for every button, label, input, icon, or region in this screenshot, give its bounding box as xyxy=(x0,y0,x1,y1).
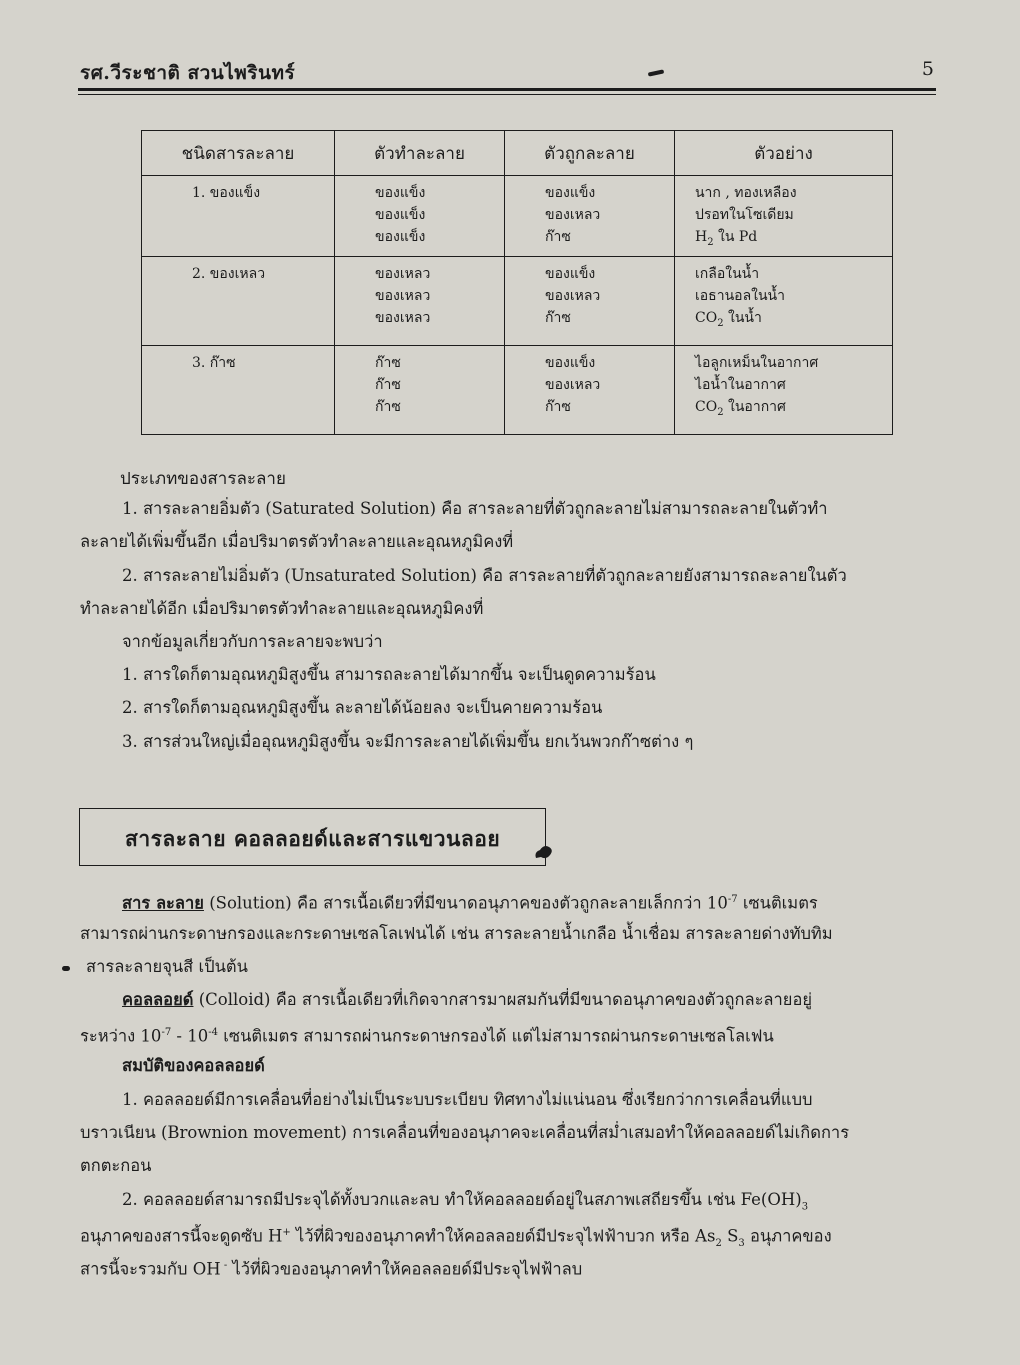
paragraph-line: อนุภาคของสารนี้จะดูดซับ H+ ไว้ที่ผิวของอนุภาคทำให้คอลลอยด์มีประจุไฟฟ้าบวก หรือ $As_2$ $S_3$ อนุภาคของ xyxy=(80,1226,832,1249)
table-cell-solvent: ของเหลว ของเหลว ของเหลว xyxy=(335,257,505,346)
bullet-mark xyxy=(62,966,70,971)
paragraph-line: 2. สารละลายไม่อิ่มตัว (Unsaturated Solution) คือ สารละลายที่ตัวถูกละลายยังสามารถละลายในตัว xyxy=(122,566,847,585)
table-cell-example: นาก , ทองเหลือง ปรอทในโซเดียม $H_2$ ใน Pd xyxy=(674,176,892,257)
page-number: 5 xyxy=(921,58,934,80)
solution-types-table xyxy=(141,130,893,435)
paragraph-line: ระหว่าง $10^{-7} - 10^{-4}$ เซนติเมตร สามารถผ่านกระดาษกรองได้ แต่ไม่สามารถผ่านกระดาษเซลโลเฟน xyxy=(80,1026,774,1046)
table-header-cell: ตัวอย่าง xyxy=(674,131,892,176)
paragraph-line: 1. สารละลายอิ่มตัว (Saturated Solution) คือ สารละลายที่ตัวถูกละลายไม่สามารถละลายในตัวทำ xyxy=(122,499,828,518)
table-header-cell: ตัวถูกละลาย xyxy=(505,131,675,176)
header-rule-thin xyxy=(78,94,936,95)
table-row xyxy=(142,176,893,257)
page-header xyxy=(80,58,936,86)
table-row xyxy=(142,346,893,435)
paragraph-line: สารนี้จะรวมกับ OH - ไว้ที่ผิวของอนุภาคทำให้คอลลอยด์มีประจุไฟฟ้าลบ xyxy=(80,1259,583,1279)
term-solution: สาร ละลาย xyxy=(122,893,204,913)
section-banner xyxy=(79,808,546,866)
paragraph-line: จากข้อมูลเกี่ยวกับการละลายจะพบว่า xyxy=(122,632,383,651)
table-row xyxy=(142,257,893,346)
table-cell-solvent: ก๊าซ ก๊าซ ก๊าซ xyxy=(335,346,505,435)
table-cell-type: 3. ก๊าซ xyxy=(142,346,335,435)
table-cell-example: เกลือในน้ำ เอธานอลในน้ำ $CO_2$ ในน้ำ xyxy=(674,257,892,346)
paragraph-line: 2. คอลลอยด์สามารถมีประจุได้ทั้งบวกและลบ ทำให้คอลลอยด์อยู่ในสภาพเสถียรขึ้น เช่น $Fe(OH)_3$ xyxy=(122,1190,809,1213)
paragraph-line: 1. คอลลอยด์มีการเคลื่อนที่อย่างไม่เป็นระบบระเบียบ ทิศทางไม่แน่นอน ซึ่งเรียกว่าการเคลื่อนที่แบบ xyxy=(122,1090,813,1109)
list-item: 2. สารใดก็ตามอุณหภูมิสูงขึ้น ละลายได้น้อยลง จะเป็นคายความร้อน xyxy=(122,698,603,717)
table-cell-type: 1. ของแข็ง xyxy=(142,176,335,257)
table-cell-example: ไอลูกเหม็นในอากาศ ไอน้ำในอากาศ $CO_2$ ในอากาศ xyxy=(674,346,892,435)
table-cell-solute: ของแข็ง ของเหลว ก๊าซ xyxy=(505,346,675,435)
table-header-cell: ตัวทำละลาย xyxy=(335,131,505,176)
section-banner-title: สารละลาย คอลลอยด์และสารแขวนลอย xyxy=(125,826,501,851)
header-rule-thick xyxy=(78,88,936,91)
table-header-cell: ชนิดสารละลาย xyxy=(142,131,335,176)
paragraph-line: สามารถผ่านกระดาษกรองและกระดาษเซลโลเฟนได้ เช่น สารละลายน้ำเกลือ น้ำเชื่อม สารละลายด่างทับทิม xyxy=(80,924,833,943)
section-heading-types: ประเภทของสารละลาย xyxy=(120,469,286,489)
table-cell-solute: ของแข็ง ของเหลว ก๊าซ xyxy=(505,176,675,257)
paragraph-line: ตกตะกอน xyxy=(80,1156,152,1175)
paragraph-line: ทำละลายได้อีก เมื่อปริมาตรตัวทำละลายและอุณหภูมิคงที่ xyxy=(80,599,484,618)
table-cell-solute: ของแข็ง ของเหลว ก๊าซ xyxy=(505,257,675,346)
header-author: รศ.วีระชาติ สวนไพรินทร์ xyxy=(80,62,296,84)
list-item: 3. สารส่วนใหญ่เมื่ออุณหภูมิสูงขึ้น จะมีการละลายได้เพิ่มขึ้น ยกเว้นพวกก๊าซต่าง ๆ xyxy=(122,732,694,751)
list-item: 1. สารใดก็ตามอุณหภูมิสูงขึ้น สามารถละลายได้มากขึ้น จะเป็นดูดความร้อน xyxy=(122,665,656,684)
paragraph-line: สารละลายจุนสี เป็นต้น xyxy=(86,957,248,976)
paragraph-line: ละลายได้เพิ่มขึ้นอีก เมื่อปริมาตรตัวทำละลายและอุณหภูมิคงที่ xyxy=(80,532,514,551)
term-colloid: คอลลอยด์ xyxy=(122,990,194,1009)
subheading-colloid-properties: สมบัติของคอลลอยด์ xyxy=(122,1056,265,1075)
paragraph-line: สาร ละลาย (Solution) คือ สารเนื้อเดียวที่มีขนาดอนุภาคของตัวถูกละลายเล็กกว่า $10^{-7}$ เซนติเมตร xyxy=(122,893,818,913)
table-cell-solvent: ของแข็ง ของแข็ง ของแข็ง xyxy=(335,176,505,257)
ink-blot-icon xyxy=(532,842,554,862)
paragraph-line: คอลลอยด์ (Colloid) คือ สารเนื้อเดียวที่เกิดจากสารมาผสมกันที่มีขนาดอนุภาคของตัวถูกละลายอยู่ xyxy=(122,990,813,1009)
table-cell-type: 2. ของเหลว xyxy=(142,257,335,346)
paragraph-line: บราวเนียน (Brownion movement) การเคลื่อนที่ของอนุภาคจะเคลื่อนที่สม่ำเสมอทำให้คอลลอยด์ไม่เกิดการ xyxy=(80,1123,850,1142)
